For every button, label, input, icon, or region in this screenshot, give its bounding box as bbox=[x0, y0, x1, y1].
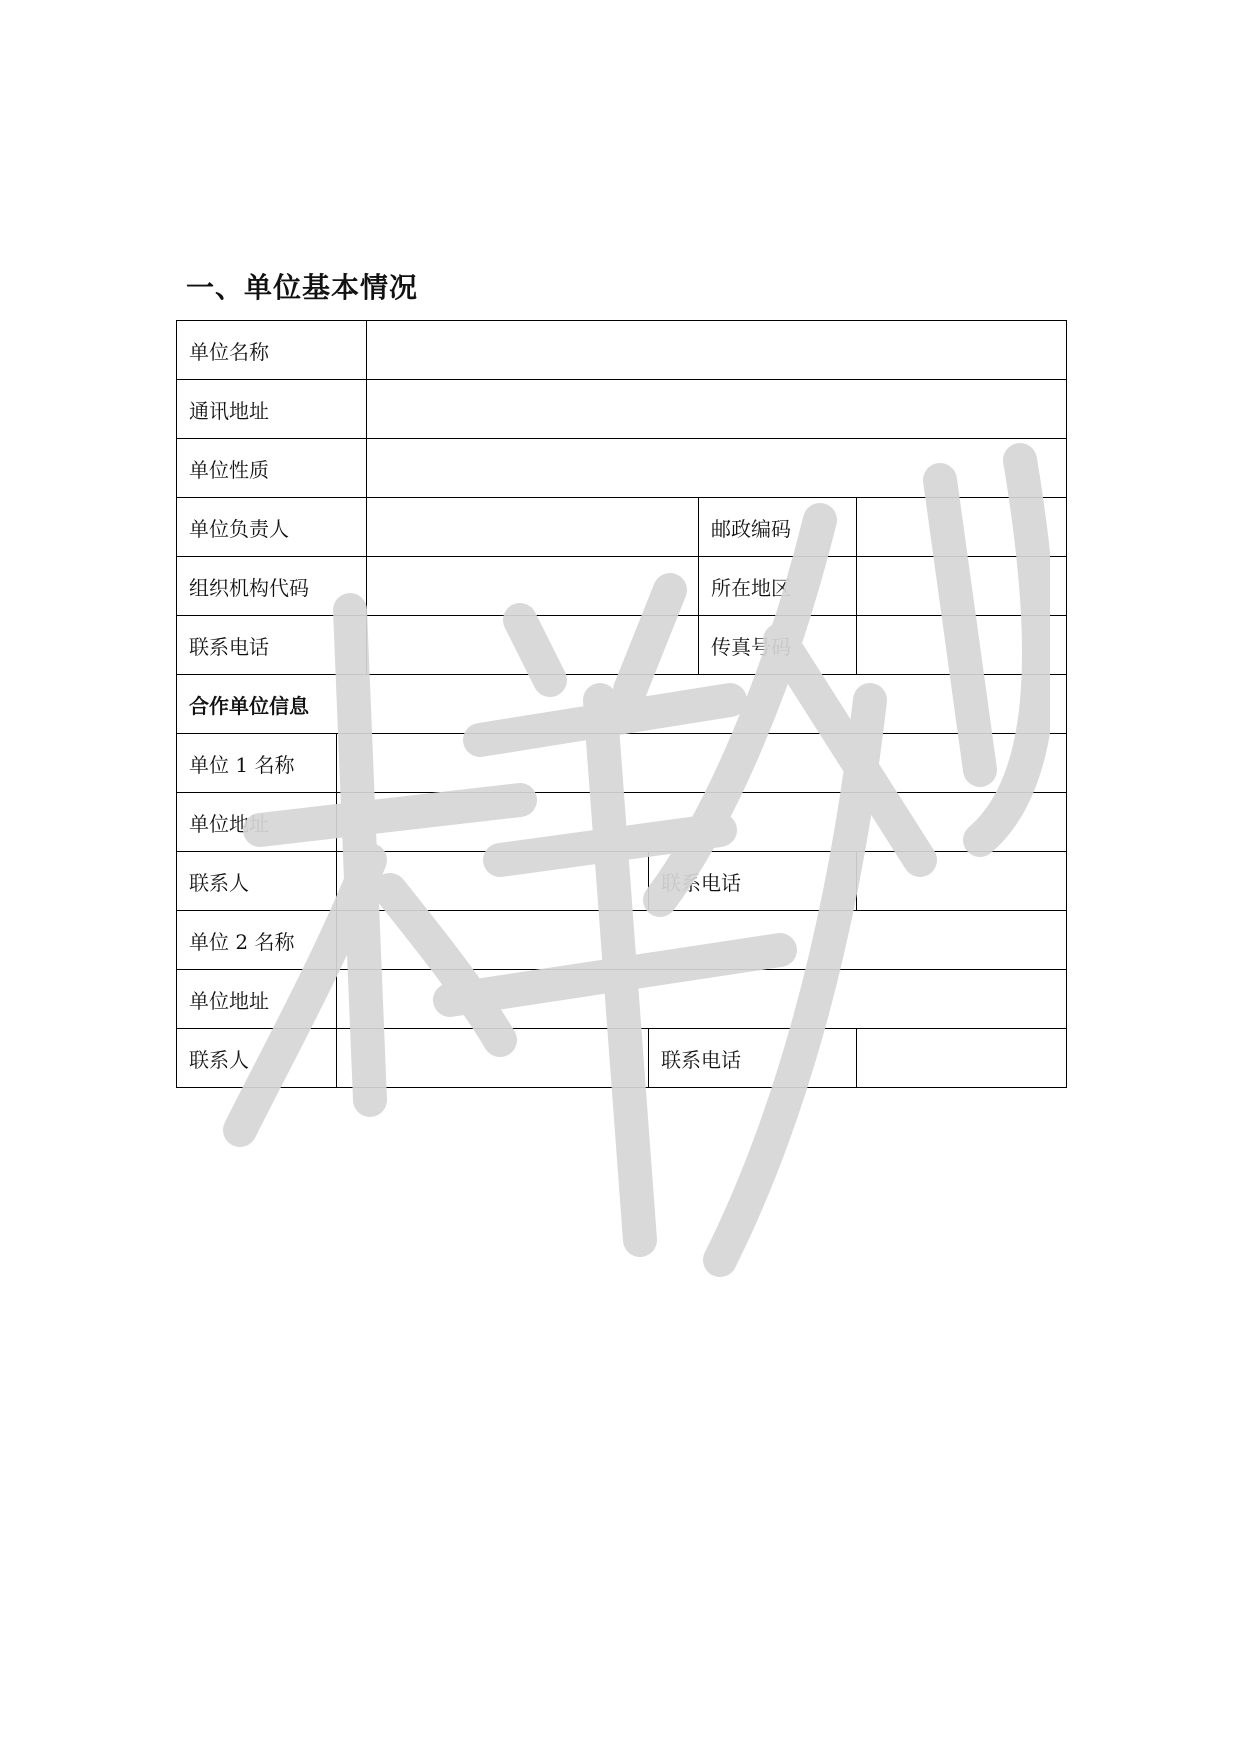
partner2-contact-label: 联系人 bbox=[177, 1029, 337, 1088]
org-code-field[interactable] bbox=[367, 557, 699, 616]
partner1-phone-field[interactable] bbox=[857, 852, 1067, 911]
section-title: 一、单位基本情况 bbox=[186, 271, 419, 304]
postcode-field[interactable] bbox=[857, 498, 1067, 557]
region-label: 所在地区 bbox=[699, 557, 857, 616]
table-row bbox=[177, 616, 1067, 675]
address-field[interactable] bbox=[367, 380, 1067, 439]
partner2-phone-label: 联系电话 bbox=[649, 1029, 857, 1088]
leader-field[interactable] bbox=[367, 498, 699, 557]
region-field[interactable] bbox=[857, 557, 1067, 616]
table-row bbox=[177, 380, 1067, 439]
partner2-name-field[interactable] bbox=[337, 911, 1067, 970]
table-row bbox=[177, 970, 1067, 1029]
unit-info-table bbox=[176, 320, 1067, 1088]
leader-label: 单位负责人 bbox=[177, 498, 367, 557]
table-row bbox=[177, 439, 1067, 498]
phone-label: 联系电话 bbox=[177, 616, 367, 675]
partner1-contact-field[interactable] bbox=[337, 852, 649, 911]
postcode-label: 邮政编码 bbox=[699, 498, 857, 557]
phone-field[interactable] bbox=[367, 616, 699, 675]
partner1-address-field[interactable] bbox=[337, 793, 1067, 852]
unit-nature-label: 单位性质 bbox=[177, 439, 367, 498]
partner1-phone-label: 联系电话 bbox=[649, 852, 857, 911]
partner-section-header: 合作单位信息 bbox=[177, 675, 1067, 734]
address-label: 通讯地址 bbox=[177, 380, 367, 439]
unit-name-label: 单位名称 bbox=[177, 321, 367, 380]
partner1-contact-label: 联系人 bbox=[177, 852, 337, 911]
table-row bbox=[177, 557, 1067, 616]
fax-field[interactable] bbox=[857, 616, 1067, 675]
unit-nature-field[interactable] bbox=[367, 439, 1067, 498]
partner2-address-label: 单位地址 bbox=[177, 970, 337, 1029]
table-row bbox=[177, 675, 1067, 734]
partner1-name-label: 单位 1 名称 bbox=[177, 734, 337, 793]
partner2-contact-field[interactable] bbox=[337, 1029, 649, 1088]
table-row bbox=[177, 321, 1067, 380]
unit-name-field[interactable] bbox=[367, 321, 1067, 380]
fax-label: 传真号码 bbox=[699, 616, 857, 675]
partner2-name-label: 单位 2 名称 bbox=[177, 911, 337, 970]
org-code-label: 组织机构代码 bbox=[177, 557, 367, 616]
table-row bbox=[177, 498, 1067, 557]
partner2-address-field[interactable] bbox=[337, 970, 1067, 1029]
table-row bbox=[177, 793, 1067, 852]
table-row bbox=[177, 734, 1067, 793]
partner2-phone-field[interactable] bbox=[857, 1029, 1067, 1088]
table-row bbox=[177, 911, 1067, 970]
partner1-address-label: 单位地址 bbox=[177, 793, 337, 852]
table-row bbox=[177, 852, 1067, 911]
table-row bbox=[177, 1029, 1067, 1088]
partner1-name-field[interactable] bbox=[337, 734, 1067, 793]
